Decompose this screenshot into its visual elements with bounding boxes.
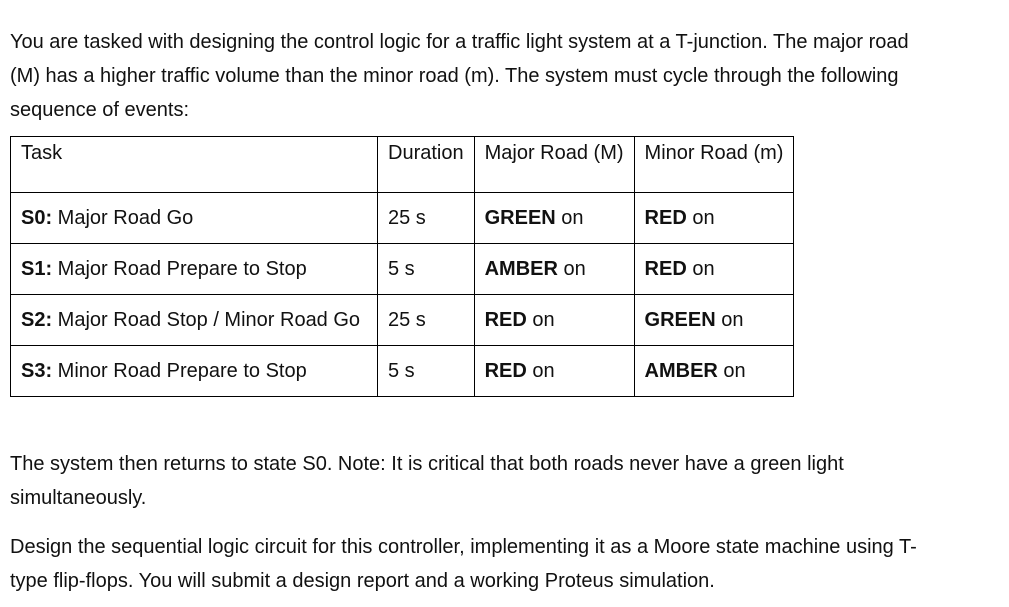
light-state: AMBER bbox=[644, 359, 718, 382]
light-state: GREEN bbox=[484, 206, 556, 229]
light-state: AMBER bbox=[484, 257, 558, 280]
state-id: S3: bbox=[21, 359, 53, 382]
task-cell bbox=[11, 346, 378, 397]
light-state: GREEN bbox=[644, 308, 716, 331]
document-page bbox=[10, 25, 920, 598]
task-cell bbox=[11, 193, 378, 244]
task-name: Major Road Prepare to Stop bbox=[52, 257, 307, 280]
duration-cell: 5 s bbox=[378, 244, 475, 295]
intro-paragraph: You are tasked with designing the control logic for a traffic light system at a T-junction. The major road (M) has a higher traffic volume than the minor road (m). The system must cycle through the following sequence of events: bbox=[10, 31, 909, 121]
design-task-paragraph: Design the sequential logic circuit for this controller, implementing it as a Moore state machine using T-type flip-flops. You will submit a design report and a working Proteus simulation. bbox=[10, 536, 917, 592]
minor-road-cell: GREEN on bbox=[634, 295, 794, 346]
header-task: Task bbox=[11, 137, 378, 193]
state-id: S1: bbox=[21, 257, 53, 280]
major-road-cell: AMBER on bbox=[474, 244, 634, 295]
minor-road-cell: RED on bbox=[634, 193, 794, 244]
major-road-cell: RED on bbox=[474, 346, 634, 397]
header-major-road: Major Road (M) bbox=[474, 137, 634, 193]
task-name: Minor Road Prepare to Stop bbox=[52, 359, 307, 382]
duration-cell: 5 s bbox=[378, 346, 475, 397]
task-name: Major Road Stop / Minor Road Go bbox=[52, 308, 361, 331]
duration-cell: 25 s bbox=[378, 295, 475, 346]
table-header-row bbox=[11, 137, 794, 193]
minor-road-cell: RED on bbox=[634, 244, 794, 295]
table-row bbox=[11, 193, 794, 244]
light-state: RED bbox=[484, 308, 527, 331]
sequence-table bbox=[10, 136, 794, 397]
table-row bbox=[11, 346, 794, 397]
light-state: RED bbox=[484, 359, 527, 382]
task-cell bbox=[11, 295, 378, 346]
task-cell bbox=[11, 244, 378, 295]
light-state: RED bbox=[644, 206, 687, 229]
major-road-cell: GREEN on bbox=[474, 193, 634, 244]
light-state: RED bbox=[644, 257, 687, 280]
major-road-cell: RED on bbox=[474, 295, 634, 346]
state-id: S2: bbox=[21, 308, 53, 331]
table-row bbox=[11, 295, 794, 346]
duration-cell: 25 s bbox=[378, 193, 475, 244]
minor-road-cell: AMBER on bbox=[634, 346, 794, 397]
table-row bbox=[11, 244, 794, 295]
return-note-paragraph: The system then returns to state S0. Note: It is critical that both roads never have a green light simultaneously. bbox=[10, 453, 844, 509]
header-minor-road: Minor Road (m) bbox=[634, 137, 794, 193]
state-id: S0: bbox=[21, 206, 53, 229]
header-duration: Duration bbox=[378, 137, 475, 193]
task-name: Major Road Go bbox=[52, 206, 194, 229]
